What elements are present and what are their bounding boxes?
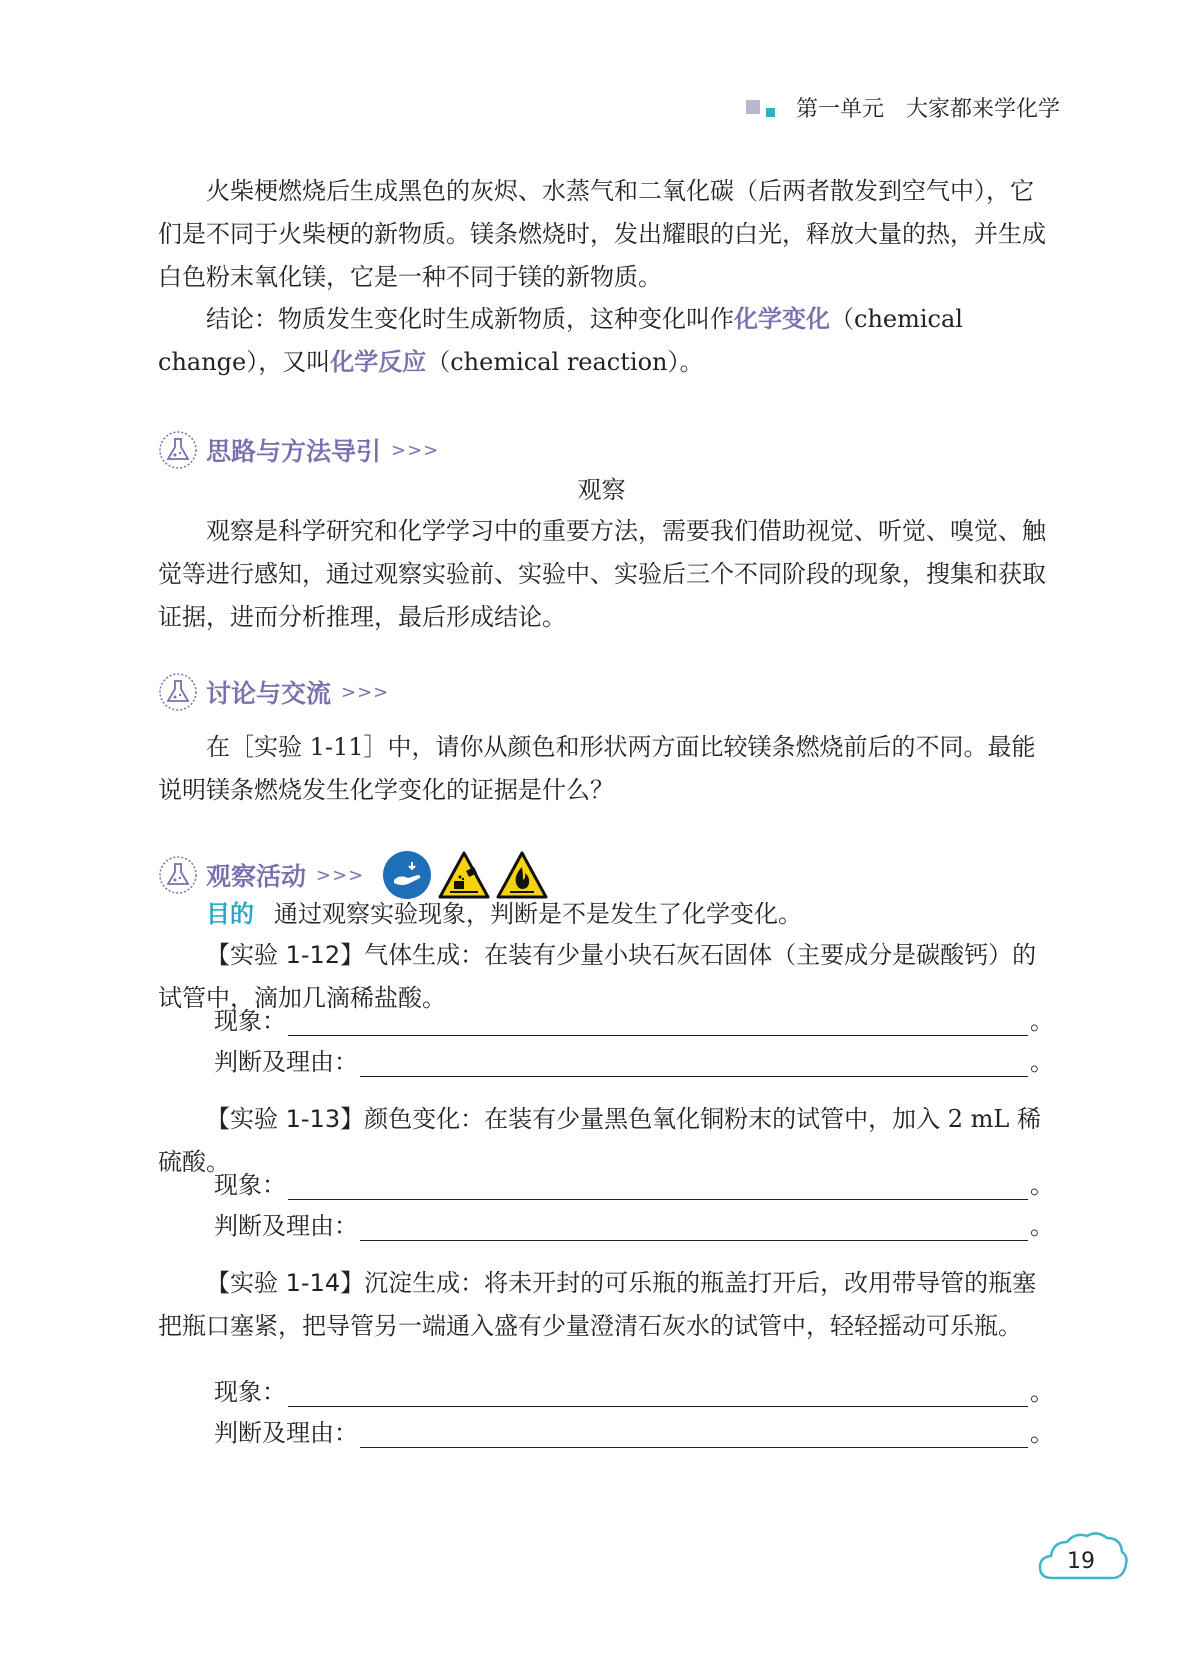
answer-blank[interactable] (288, 1378, 1028, 1407)
purpose-label: 目的 (206, 900, 254, 928)
experiment-1-12-label: 【实验 1-12】气体生成： (206, 941, 485, 969)
conclusion-text-a: 结论：物质发生变化时生成新物质，这种变化叫作 (206, 305, 734, 333)
phenomenon-label: 现象： (214, 1378, 286, 1406)
judgment-label: 判断及理由： (214, 1212, 358, 1240)
conclusion-text-b: （chemical change），又叫 (158, 305, 963, 376)
discuss-body: 在［实验 1-11］中，请你从颜色和形状两方面比较镁条燃烧前后的不同。最能说明镁条燃烧发生化学变化的证据是什么？ (158, 733, 1036, 804)
header-square-marks (746, 96, 782, 120)
activity-section-title: 观察活动 (206, 862, 307, 891)
chapter-header (746, 92, 1060, 123)
observation-heading: 观察 (577, 476, 626, 504)
discuss-section-header (158, 672, 389, 712)
experiment-1-13-text: 在装有少量黑色氧化铜粉末的试管中，加入 2 mL 稀硫酸。 (158, 1105, 1041, 1176)
page-number: 19 (1067, 1549, 1095, 1574)
flask-icon (158, 672, 198, 712)
phenomenon-field-1-12[interactable] (214, 1000, 1054, 1036)
intro-paragraph-2 (158, 298, 1054, 384)
observation-body: 观察是科学研究和化学学习中的重要方法，需要我们借助视觉、听觉、嗅觉、触觉等进行感知，通过观察实验前、实验中、实验后三个不同阶段的现象，搜集和获取证据，进而分析推理，最后形成结论。 (158, 517, 1046, 631)
experiment-1-12-text: 在装有少量小块石灰石固体（主要成分是碳酸钙）的试管中，滴加几滴稀盐酸。 (158, 941, 1037, 1012)
section-arrows: >>> (316, 864, 365, 886)
period-mark: 。 (1030, 1419, 1054, 1447)
flask-icon (158, 855, 198, 895)
judgment-field-1-14[interactable] (214, 1412, 1054, 1448)
period-mark: 。 (1030, 1048, 1054, 1076)
experiment-1-13-label: 【实验 1-13】颜色变化： (206, 1105, 485, 1133)
purpose-line (158, 893, 1054, 936)
discuss-section-title: 讨论与交流 (206, 679, 332, 708)
section-arrows: >>> (391, 439, 440, 461)
section-arrows: >>> (341, 681, 390, 703)
keyword-chemical-change: 化学变化 (734, 305, 830, 333)
intro-paragraph-1: 火柴梗燃烧后生成黑色的灰烬、水蒸气和二氧化碳（后两者散发到空气中），它们是不同于火柴梗的新物质。镁条燃烧时，发出耀眼的白光，释放大量的热，并生成白色粉末氧化镁，它是一种不同于镁的新物质。 (158, 177, 1046, 291)
flask-icon (158, 430, 198, 470)
phenomenon-field-1-13[interactable] (214, 1164, 1054, 1200)
period-mark: 。 (1030, 1007, 1054, 1035)
judgment-label: 判断及理由： (214, 1048, 358, 1076)
phenomenon-field-1-14[interactable] (214, 1371, 1054, 1407)
judgment-field-1-12[interactable] (214, 1041, 1054, 1077)
answer-blank[interactable] (360, 1212, 1028, 1241)
answer-blank[interactable] (360, 1419, 1028, 1448)
answer-blank[interactable] (288, 1007, 1028, 1036)
keyword-chemical-reaction: 化学反应 (330, 348, 427, 376)
experiment-1-14 (158, 1262, 1054, 1348)
judgment-field-1-13[interactable] (214, 1205, 1054, 1241)
phenomenon-label: 现象： (214, 1007, 286, 1035)
chapter-title: 第一单元 大家都来学化学 (795, 97, 1060, 122)
period-mark: 。 (1030, 1171, 1054, 1199)
period-mark: 。 (1030, 1212, 1054, 1240)
method-section-title: 思路与方法导引 (206, 437, 382, 466)
answer-blank[interactable] (360, 1048, 1028, 1077)
experiment-1-14-label: 【实验 1-14】沉淀生成： (206, 1269, 485, 1297)
phenomenon-label: 现象： (214, 1171, 286, 1199)
flammable-warning-icon (496, 851, 548, 899)
conclusion-text-c: （chemical reaction）。 (426, 348, 704, 376)
answer-blank[interactable] (288, 1171, 1028, 1200)
period-mark: 。 (1030, 1378, 1054, 1406)
purpose-text: 通过观察实验现象，判断是不是发生了化学变化。 (274, 900, 802, 928)
judgment-label: 判断及理由： (214, 1419, 358, 1447)
page-number-cloud (1038, 1530, 1128, 1586)
experiment-1-14-text: 将未开封的可乐瓶的瓶盖打开后，改用带导管的瓶塞把瓶口塞紧，把导管另一端通入盛有少量澄清石灰水的试管中，轻轻摇动可乐瓶。 (158, 1269, 1037, 1340)
corrosive-warning-icon (438, 851, 490, 899)
method-section-header (158, 430, 439, 470)
